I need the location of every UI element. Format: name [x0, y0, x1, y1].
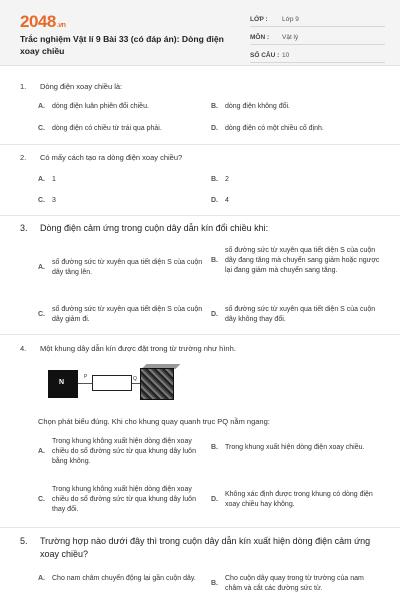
option-letter: B.: [211, 580, 218, 587]
divider: [0, 527, 400, 528]
option-b[interactable]: [211, 175, 386, 185]
question-number: 2.: [20, 153, 27, 162]
option-letter: C.: [38, 197, 45, 204]
option-text: số đường sức từ xuyên qua tiết diện S của cuộn dây giảm đi.: [52, 306, 203, 323]
option-text: 1: [52, 176, 56, 183]
option-b[interactable]: [211, 443, 381, 453]
option-a[interactable]: [38, 574, 208, 584]
meta-row-class: [250, 12, 385, 27]
question-number: 1.: [20, 82, 27, 91]
option-letter: A.: [38, 176, 45, 183]
option-d[interactable]: [211, 196, 386, 206]
option-text: Không xác định được trong khung có dòng điện xoay chiều hay không.: [225, 491, 373, 508]
question-number: 3.: [20, 223, 28, 233]
option-c[interactable]: [38, 305, 208, 325]
question-text: Có mấy cách tạo ra dòng điện xoay chiều?: [40, 153, 183, 162]
magnet-pole-label: N: [59, 379, 65, 386]
question-2: [20, 152, 385, 163]
question-text: Dòng điện cảm ứng trong cuộn dây dẫn kín đổi chiều khi:: [40, 223, 269, 233]
option-b[interactable]: [211, 574, 381, 594]
question-text: Trường hợp nào dưới đây thì trong cuộn dây dẫn kín xuất hiện dòng điện cảm ứng xoay chiều?: [40, 536, 371, 559]
divider: [0, 215, 400, 216]
meta-row-count: [250, 48, 385, 63]
option-d[interactable]: [211, 124, 386, 134]
option-a[interactable]: [38, 175, 203, 185]
option-text: dòng điện có một chiều cố định.: [225, 125, 324, 132]
axis-line: [132, 383, 140, 384]
magnet-block: [48, 370, 78, 398]
meta-key: LỚP :: [250, 15, 268, 23]
option-a[interactable]: [38, 102, 203, 112]
option-text: số đường sức từ xuyên qua tiết diện S của cuộn dây đang tăng mà chuyển sang giảm hoặc ngược lại đang giảm mà chuyển sang tăng.: [225, 247, 380, 274]
option-letter: C.: [38, 311, 45, 318]
option-c[interactable]: [38, 124, 203, 134]
question-stem: [20, 535, 385, 561]
meta-value: Lớp 9: [282, 15, 299, 23]
question-number: 4.: [20, 344, 27, 353]
option-text: 3: [52, 197, 56, 204]
question-text: Một khung dây dẫn kín được đặt trong từ trường như hình.: [40, 344, 236, 353]
meta-key: SỐ CÂU :: [250, 51, 280, 59]
option-text: Cho nam châm chuyển động lại gần cuộn dây.: [52, 575, 196, 582]
meta-row-subject: [250, 30, 385, 45]
option-text: Cho cuộn dây quay trong từ trường của nam châm và cắt các đường sức từ.: [225, 575, 364, 592]
option-text: số đường sức từ xuyên qua tiết diện S của cuộn dây không thay đổi.: [225, 306, 376, 323]
option-letter: A.: [38, 575, 45, 582]
option-text: 2: [225, 176, 229, 183]
axis-q-label: Q: [133, 376, 137, 382]
option-d[interactable]: [211, 305, 387, 325]
question-4-prompt: [38, 416, 383, 427]
logo-suffix: .vn: [56, 22, 66, 29]
axis-p-label: P: [84, 374, 88, 380]
question-stem: [20, 81, 385, 92]
option-letter: B.: [211, 444, 218, 451]
option-a[interactable]: [38, 437, 208, 467]
option-letter: C.: [38, 496, 45, 503]
meta-value: 10: [282, 51, 290, 59]
option-letter: A.: [38, 103, 45, 110]
option-letter: D.: [211, 197, 218, 204]
question-3: [20, 222, 385, 235]
coil-frame: [92, 375, 132, 391]
page-header: [0, 0, 400, 66]
logo-text: 2048: [20, 12, 56, 31]
question-prompt: Chọn phát biểu đúng. Khi cho khung quay quanh trục PQ nằm ngang:: [38, 417, 270, 426]
option-d[interactable]: [211, 490, 381, 510]
option-text: Trong khung xuất hiện dòng điện xoay chiều.: [225, 444, 365, 451]
question-stem: [20, 343, 385, 354]
option-text: số đường sức từ xuyên qua tiết diện S của cuộn dây tăng lên.: [52, 259, 203, 276]
option-text: Trong khung không xuất hiện dòng điện xoay chiều do số đường sức từ qua khung dây luôn bằng không.: [52, 438, 196, 465]
option-letter: D.: [211, 311, 218, 318]
site-logo[interactable]: [20, 12, 65, 32]
option-text: dòng điện không đổi.: [225, 103, 290, 110]
option-letter: D.: [211, 125, 218, 132]
question-text: Dòng điện xoay chiều là:: [40, 82, 123, 91]
option-letter: B.: [211, 103, 218, 110]
option-letter: B.: [211, 176, 218, 183]
divider: [0, 334, 400, 335]
magnet-coil-figure: [48, 364, 178, 404]
question-1: [20, 81, 385, 92]
divider: [0, 144, 400, 145]
option-letter: B.: [211, 257, 218, 264]
option-c[interactable]: [38, 196, 203, 206]
meta-key: MÔN :: [250, 33, 270, 41]
page-title: Trắc nghiệm Vật lí 9 Bài 33 (có đáp án): Dòng điện xoay chiều: [20, 34, 224, 56]
option-text: Trong khung không xuất hiện dòng điện xoay chiều do số đường sức từ qua khung dây luôn thay đổi.: [52, 486, 196, 513]
option-a[interactable]: [38, 258, 208, 278]
option-b[interactable]: [211, 246, 387, 276]
question-number: 5.: [20, 536, 28, 546]
axis-line: [78, 383, 92, 384]
option-c[interactable]: [38, 485, 208, 515]
option-letter: C.: [38, 125, 45, 132]
question-5: [20, 535, 385, 561]
option-letter: D.: [211, 496, 218, 503]
option-letter: A.: [38, 448, 45, 455]
question-stem: [20, 222, 385, 235]
magnet-cube: [140, 368, 174, 400]
question-4: [20, 343, 385, 354]
meta-value: Vật lý: [282, 33, 299, 41]
question-stem: [20, 152, 385, 163]
meta-info: [250, 12, 385, 66]
option-text: dòng điện có chiều từ trái qua phải.: [52, 125, 162, 132]
option-letter: A.: [38, 264, 45, 271]
option-text: dòng điện luân phiên đổi chiều.: [52, 103, 149, 110]
option-b[interactable]: [211, 102, 386, 112]
option-text: 4: [225, 197, 229, 204]
